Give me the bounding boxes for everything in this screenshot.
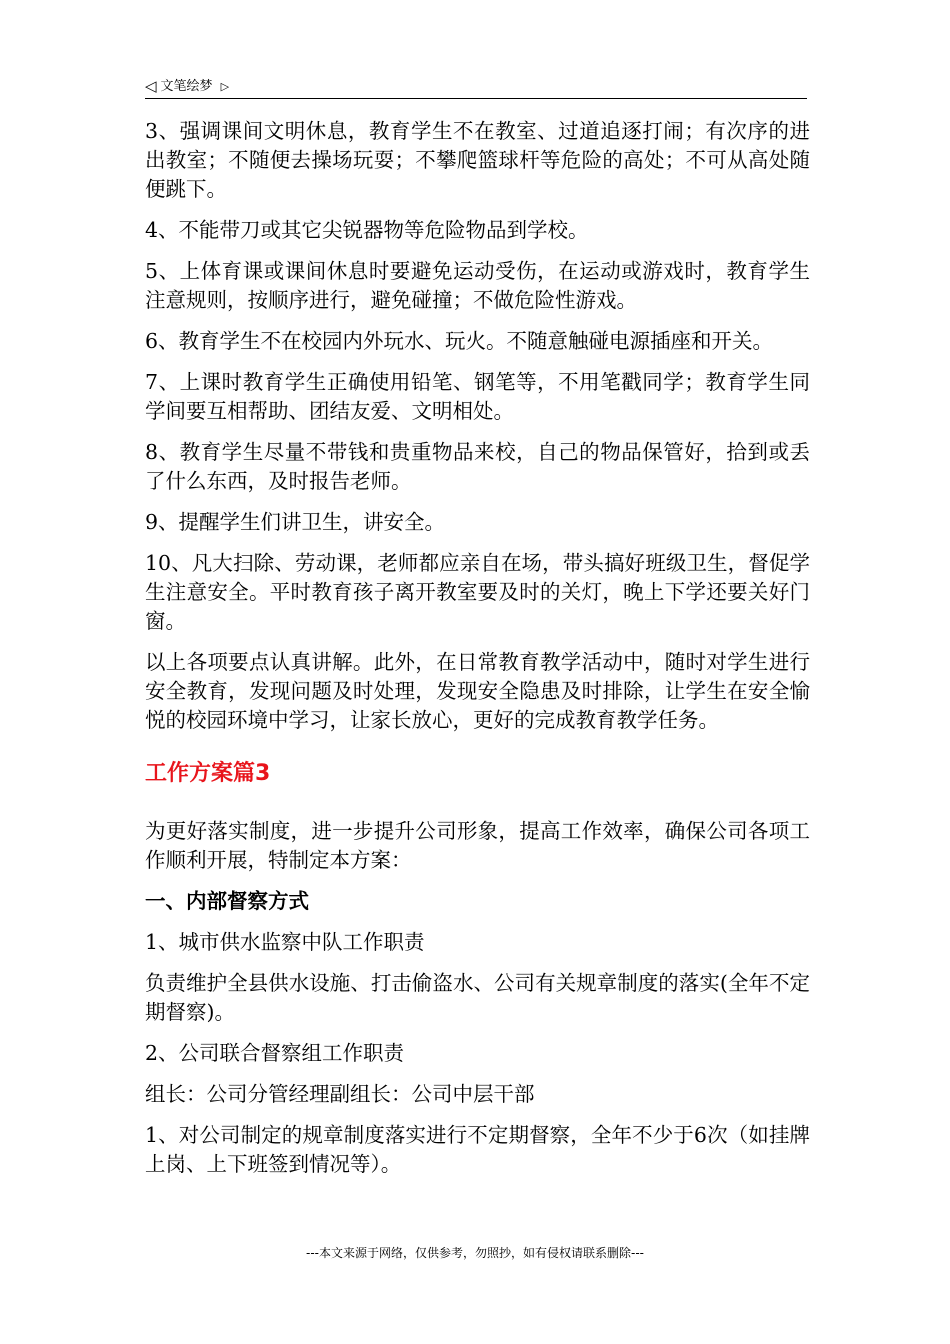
inspection-item-1: 1、对公司制定的规章制度落实进行不定期督察，全年不少于6次（如挂牌上岗、上下班签到情况等）。	[145, 1123, 810, 1176]
duty-heading-1: 1、城市供水监察中队工作职责	[145, 930, 425, 954]
duty-heading-2: 2、公司联合督察组工作职责	[145, 1041, 405, 1065]
paragraph-item-10: 10、凡大扫除、劳动课，老师都应亲自在场，带头搞好班级卫生，督促学生注意安全。平时教育孩子离开教室要及时的关灯，晚上下学还要关好门窗。	[145, 551, 810, 633]
sub-heading: 一、内部督察方式	[145, 889, 309, 913]
page-header	[145, 74, 807, 99]
summary-paragraph: 以上各项要点认真讲解。此外，在日常教育教学活动中，随时对学生进行安全教育，发现问题及时处理，发现安全隐患及时排除，让学生在安全愉悦的校园环境中学习，让家长放心，更好的完成教育教学任务。	[145, 650, 810, 732]
header-title: 文笔绘梦	[160, 78, 213, 94]
footer-disclaimer: ---本文来源于网络，仅供参考，勿照抄，如有侵权请联系删除---	[306, 1246, 644, 1260]
duty-description: 负责维护全县供水设施、打击偷盗水、公司有关规章制度的落实(全年不定期督察)。	[145, 971, 810, 1024]
paragraph-item-8: 8、教育学生尽量不带钱和贵重物品来校，自己的物品保管好，拾到或丢了什么东西，及时报告老师。	[145, 440, 810, 493]
left-triangle-icon: ◁	[145, 76, 157, 95]
section-title: 工作方案篇3	[145, 761, 271, 786]
right-triangle-icon: ▷	[220, 79, 230, 93]
paragraph-item-7: 7、上课时教育学生正确使用铅笔、钢笔等，不用笔戳同学；教育学生同学间要互相帮助、团结友爱、文明相处。	[145, 370, 810, 423]
paragraph-item-6: 6、教育学生不在校园内外玩水、玩火。不随意触碰电源插座和开关。	[145, 329, 774, 353]
paragraph-item-4: 4、不能带刀或其它尖锐器物等危险物品到学校。	[145, 218, 589, 242]
paragraph-item-3: 3、强调课间文明休息，教育学生不在教室、过道追逐打闹；有次序的进出教室；不随便去操场玩耍；不攀爬篮球杆等危险的高处；不可从高处随便跳下。	[145, 119, 810, 201]
group-members: 组长：公司分管经理副组长：公司中层干部	[145, 1082, 535, 1106]
paragraph-item-9: 9、提醒学生们讲卫生，讲安全。	[145, 510, 446, 534]
intro-paragraph: 为更好落实制度，进一步提升公司形象，提高工作效率，确保公司各项工作顺利开展，特制定本方案：	[145, 819, 810, 872]
paragraph-item-5: 5、上体育课或课间休息时要避免运动受伤，在运动或游戏时，教育学生注意规则，按顺序进行，避免碰撞；不做危险性游戏。	[145, 259, 810, 312]
document-body	[145, 117, 810, 1191]
